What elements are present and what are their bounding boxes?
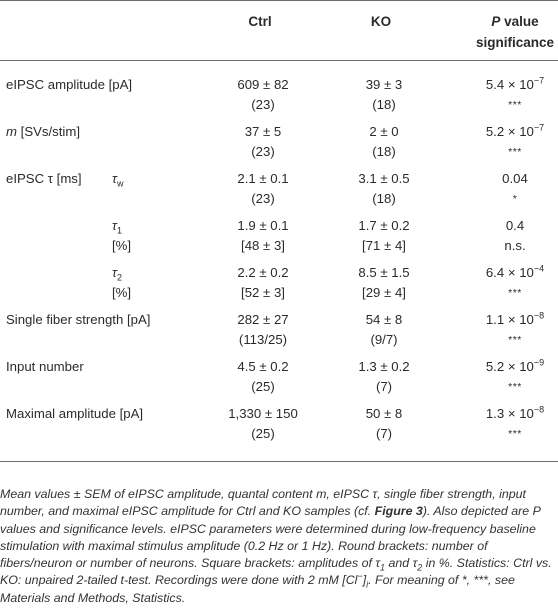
ko-value: 39 ± 3 (365, 77, 403, 92)
p-value: $1.3 \times 10^{-8}$ (485, 404, 545, 421)
sub-unit: [%] (112, 238, 132, 253)
ko-n: (18) (372, 144, 396, 159)
ctrl-value: 282 ± 27 (237, 312, 289, 327)
sub-label: $\tau_w$ (112, 171, 124, 189)
significance: *** (508, 287, 522, 299)
p-value: $5.4 \times 10^{-7}$ (485, 75, 545, 92)
ctrl-n: (113/25) (238, 332, 288, 347)
ctrl-value: 2.2 ± 0.2 (237, 265, 289, 280)
ctrl-n: (23) (251, 144, 275, 159)
header-ctrl: Ctrl (248, 14, 272, 29)
ko-n: (7) (375, 379, 393, 394)
header-pvalue: P value (491, 14, 539, 29)
row-label: Input number (6, 359, 84, 374)
ko-value: 1.3 ± 0.2 (358, 359, 410, 374)
ctrl-value: 4.5 ± 0.2 (237, 359, 289, 374)
ko-value: 2 ± 0 (369, 124, 399, 139)
ko-n: [71 ± 4] (362, 238, 406, 253)
ctrl-n: (23) (251, 97, 275, 112)
row-label: eIPSC τ [ms] (6, 171, 82, 186)
header-rule (0, 60, 558, 61)
table-bottom-rule (0, 461, 558, 462)
ko-n: (18) (372, 191, 396, 206)
header-ko: KO (370, 14, 392, 29)
significance: n.s. (504, 238, 526, 253)
significance: *** (508, 99, 522, 111)
ko-value: 8.5 ± 1.5 (358, 265, 410, 280)
significance: *** (508, 146, 522, 158)
sub-label: $\tau_2$ (112, 265, 122, 283)
ctrl-n: (25) (251, 426, 275, 441)
sub-unit: [%] (112, 285, 132, 300)
ctrl-value: 37 ± 5 (244, 124, 282, 139)
p-value: 0.04 (502, 171, 528, 186)
p-value: $5.2 \times 10^{-9}$ (485, 357, 545, 374)
ctrl-value: 609 ± 82 (237, 77, 289, 92)
table-top-rule (0, 0, 558, 1)
p-value: $5.2 \times 10^{-7}$ (485, 122, 545, 139)
ko-n: (9/7) (370, 332, 398, 347)
p-value: $1.1 \times 10^{-8}$ (485, 310, 545, 327)
ko-value: 54 ± 8 (365, 312, 403, 327)
significance: *** (508, 381, 522, 393)
row-label: m [SVs/stim] (6, 124, 81, 139)
significance: *** (508, 334, 522, 346)
sub-label: $\tau_1$ (112, 218, 122, 236)
ctrl-n: [52 ± 3] (241, 285, 285, 300)
ctrl-n: (23) (251, 191, 275, 206)
ctrl-n: (25) (251, 379, 275, 394)
ko-value: 3.1 ± 0.5 (358, 171, 410, 186)
ctrl-value: 1,330 ± 150 (228, 406, 298, 421)
ctrl-value: 2.1 ± 0.1 (237, 171, 289, 186)
p-value: 0.4 (505, 218, 525, 233)
ko-n: (7) (375, 426, 393, 441)
ko-n: (18) (372, 97, 396, 112)
p-value: $6.4 \times 10^{-4}$ (485, 263, 545, 280)
header-significance: significance (475, 35, 555, 50)
row-label: eIPSC amplitude [pA] (6, 77, 133, 92)
row-label: Maximal amplitude [pA] (6, 406, 144, 421)
significance: * (512, 193, 518, 205)
table-caption: Mean values ± SEM of eIPSC amplitude, quantal content m, eIPSC τ, single fiber strength, input number, and maximal eIPSC amplitude for Ctrl and KO samples (cf. Figure 3). Also depicted are P values and significance levels. eIPSC parameters were determined during low-frequency baseline stimulation with maximal stimulus amplitude (0.2 Hz or 1 Hz). Round brackets: number of fibers/neuron or number of neurons. Square brackets: amplitudes of $\tau_1$ and $\tau_2$ in %. Statistics: Ctrl vs. KO: unpaired 2-tailed t-test. Recordings were done with 2 mM $[Cl^-]_i$. For meaning of *, ***, see Materials and Methods, Statistics. (0, 487, 552, 605)
ko-value: 50 ± 8 (365, 406, 403, 421)
ko-n: [29 ± 4] (362, 285, 406, 300)
ctrl-value: 1.9 ± 0.1 (237, 218, 289, 233)
ctrl-n: [48 ± 3] (241, 238, 285, 253)
significance: *** (508, 428, 522, 440)
ko-value: 1.7 ± 0.2 (358, 218, 410, 233)
row-label: Single fiber strength [pA] (6, 312, 151, 327)
